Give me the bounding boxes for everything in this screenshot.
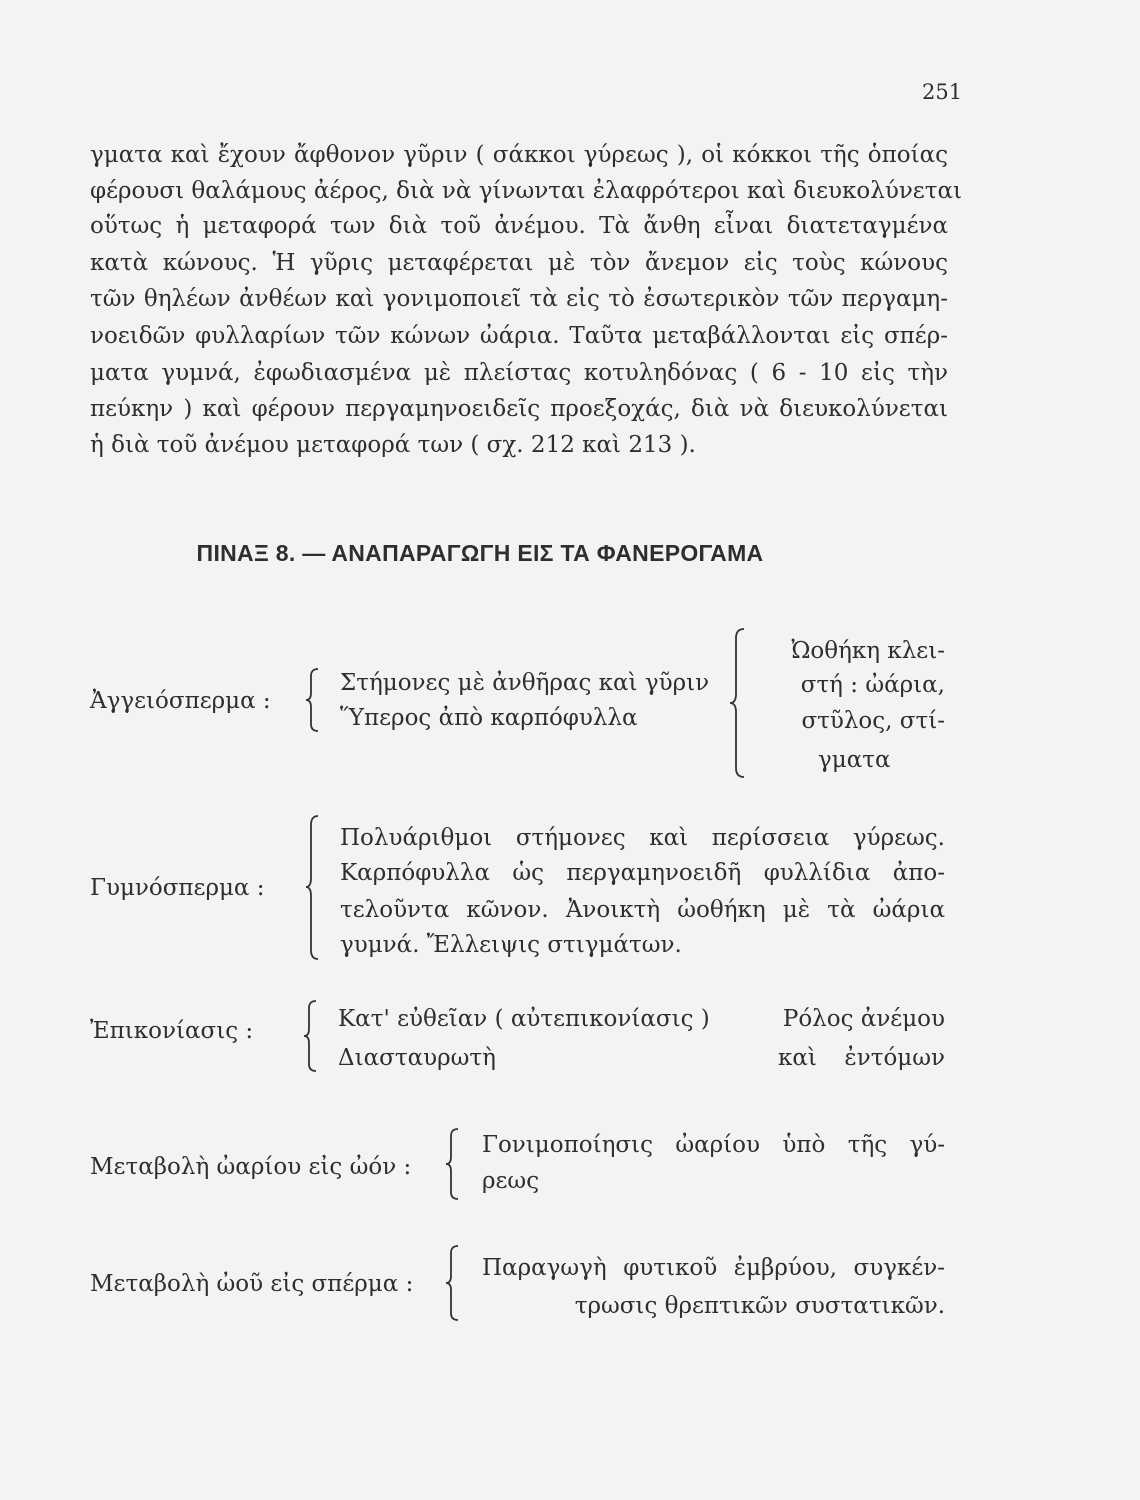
paragraph-line: νοειδῶν φυλλαρίων τῶν κώνων ὠάρια. Ταῦτα μεταβάλλονται εἰς σπέρ- <box>90 323 948 349</box>
row-label-ovule-to-egg: Μεταβολὴ ὠαρίου εἰς ὠόν : <box>90 1154 412 1180</box>
paragraph-line: κατὰ κώνους. Ἡ γῦρις μεταφέρεται μὲ τὸν ἄνεμον εἰς τοὺς κώνους <box>90 250 948 276</box>
row-line: Πολυάριθμοι στήμονες καὶ περίσσεια γύρεως. <box>340 825 945 851</box>
row-label-egg-to-seed: Μεταβολὴ ὠοῦ εἰς σπέρμα : <box>90 1271 414 1297</box>
paragraph-line: φέρουσι θαλάμους ἀέρος, διὰ νὰ γίνωνται ἐλαφρότεροι καὶ διευκολύνεται <box>90 178 962 204</box>
row-note: στή : ὠάρια, <box>800 672 945 698</box>
paragraph-line: ἡ διὰ τοῦ ἀνέμου μεταφορά των ( σχ. 212 καὶ 213 ). <box>90 432 696 458</box>
paragraph-line: ματα γυμνά, ἐφωδιασμένα μὲ πλείστας κοτυληδόνας ( 6 - 10 εἰς τὴν <box>90 360 948 386</box>
left-brace-icon <box>304 1000 318 1072</box>
left-brace-icon <box>306 668 320 732</box>
page-number: 251 <box>922 80 963 104</box>
left-brace-icon <box>446 1128 460 1200</box>
row-note: στῦλος, στί- <box>801 708 945 734</box>
row-line: γυμνά. Ἔλλειψις στιγμάτων. <box>340 932 682 958</box>
row-note: καὶ ἐντόμων <box>778 1045 945 1071</box>
left-brace-icon <box>306 815 320 960</box>
row-line: Ὕπερος ἀπὸ καρπόφυλλα <box>340 705 638 731</box>
row-note: γματα <box>818 747 891 773</box>
row-line: ρεως <box>482 1168 540 1194</box>
row-line: Καρπόφυλλα ὡς περγαμηνοειδῆ φυλλίδια ἀπο- <box>340 860 945 886</box>
row-line: τρωσις θρεπτικῶν συστατικῶν. <box>574 1293 945 1319</box>
row-line: Κατ' εὐθεῖαν ( αὐτεπικονίασις ) <box>338 1006 710 1032</box>
table-title: ΠΙΝΑΞ 8. — ΑΝΑΠΑΡΑΓΩΓΗ ΕΙΣ ΤΑ ΦΑΝΕΡΟΓΑΜΑ <box>196 540 764 566</box>
row-line: τελοῦντα κῶνον. Ἀνοικτὴ ὠοθήκη μὲ τὰ ὠάρια <box>340 897 945 923</box>
paragraph-line: οὕτως ἡ μεταφορά των διὰ τοῦ ἀνέμου. Τὰ ἄνθη εἶναι διατεταγμένα <box>90 213 948 239</box>
row-note: Ὠοθήκη κλει- <box>791 638 945 664</box>
row-line: Παραγωγὴ φυτικοῦ ἐμβρύου, συγκέν- <box>482 1255 945 1281</box>
row-label-pollination: Ἐπικονίασις : <box>90 1018 254 1044</box>
row-line: Γονιμοποίησις ὠαρίου ὑπὸ τῆς γύ- <box>482 1132 945 1158</box>
row-line: Στήμονες μὲ ἀνθῆρας καὶ γῦριν <box>340 670 710 696</box>
left-brace-icon <box>730 628 746 778</box>
row-note: Ρόλος ἀνέμου <box>782 1006 945 1032</box>
row-label-angiosperms: Ἀγγειόσπερμα : <box>90 688 271 714</box>
paragraph-line: γματα καὶ ἔχουν ἄφθονον γῦριν ( σάκκοι γύρεως ), οἱ κόκκοι τῆς ὁποίας <box>90 142 948 168</box>
paragraph-line: πεύκην ) καὶ φέρουν περγαμηνοειδεῖς προεξοχάς, διὰ νὰ διευκολύνεται <box>90 396 948 422</box>
paragraph-line: τῶν θηλέων ἀνθέων καὶ γονιμοποιεῖ τὰ εἰς τὸ ἐσωτερικὸν τῶν περγαμη- <box>90 286 948 312</box>
row-line: Διασταυρωτὴ <box>338 1045 496 1071</box>
row-label-gymnosperms: Γυμνόσπερμα : <box>90 875 265 901</box>
left-brace-icon <box>446 1245 460 1321</box>
